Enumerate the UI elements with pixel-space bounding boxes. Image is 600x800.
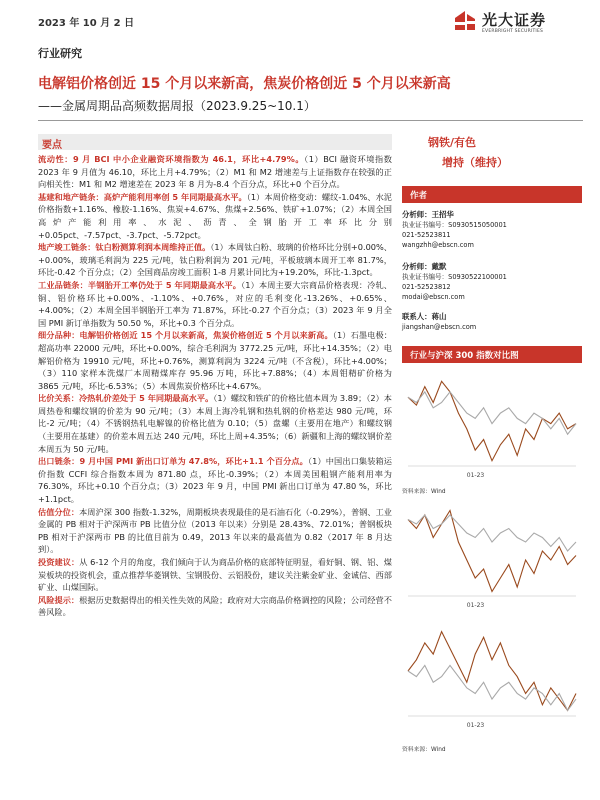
analyst-1-cert: 执业证书编号：S0930515050001 [402, 221, 507, 229]
contact-email[interactable]: jiangshan@ebscn.com [402, 323, 477, 331]
summary-lead: 出口链条：9 月中国 PMI 新出口订单为 47.8%，环比+1.1 个百分点。 [38, 456, 308, 467]
summary-paragraph [38, 455, 392, 505]
summary-body [38, 150, 392, 619]
summary-text: （1）螺纹和铁矿的价格比值本周为 3.89；（2）本周热卷和螺纹钢的价差为 90 元/吨；（3）本周上海冷轧钢和热轧钢的价格差达 980 元/吨，环比-2 元/吨；（4）不锈钢热轧电解镍的价格比值为 0.10；（5）盘螺（主要用在地产）和螺纹钢（主要用在基建）的价差本周五达 240 元/吨，环比上周+4.35%；（6）新疆和上海的螺纹钢价差本周五为 50 元/吨。 [38, 393, 392, 454]
summary-text: 本周沪深 300 指数-1.32%，周期板块表现最佳的是石油石化（-0.29%），普钢、工业金属的 PB 相对于沪深两市 PB 比值分位（2013 年以来）分别是 28.43%、72.01%；普钢板块 PB 相对于沪深两市 PB 的比值目前为 0.49，2013 年以来的最高值为 0.82（2017 年 8 月达到）。 [38, 506, 392, 555]
index-chart-2 [402, 496, 582, 612]
title-divider [38, 120, 583, 121]
summary-lead: 基建和地产链条：高炉产能利用率创 5 年同期最高水平。 [38, 191, 247, 202]
analyst-1-name: 分析师：王招华 [402, 210, 454, 219]
summary-text: （1）本周钛白粉、玻璃的价格环比分别+0.00%、+0.00%，玻璃毛利润为 225 元/吨，钛白粉利润为 201 元/吨，平板玻璃本周开工率 81.7%，环比-0.42 个百分点；（2）全国商品房竣工面积 1-8 月累计同比为+19.20%，环比-1.3pct。 [38, 242, 392, 278]
summary-paragraph [38, 279, 392, 329]
summary-paragraph [38, 506, 392, 556]
summary-lead: 风险提示： [38, 594, 80, 605]
index-chart-3 [402, 616, 582, 732]
chart-3-source: 资料来源：Wind [402, 747, 446, 753]
summary-text: （1）中国出口集装箱运价指数 CCFI 综合指数本周为 871.80 点，环比-0.39%；（2）本周美国粗钢产能利用率为 76.30%，环比+0.10 个百分点；（3）2023 年 9 月，中国 PMI 新出口订单为 47.80 %，环比+1.1pct。 [38, 456, 392, 505]
series-line-0 [408, 511, 576, 592]
summary-text: 从 6-12 个月的角度，我们倾向于认为商品价格的底部特征明显，看好铜、钢、铝、煤炭板块的投资机会，重点推荐华菱钢铁、宝钢股份、云铝股份，建议关注紫金矿业、金诚信、西部矿业、山煤国际。 [38, 557, 392, 593]
brand-name: 光大证券 [482, 11, 547, 29]
summary-text: 根据历史数据得出的相关性失效的风险；政府对大宗商品价格调控的风险；公司经营不善风险。 [38, 594, 392, 618]
series-line-1 [408, 392, 576, 434]
summary-lead: 工业品链条：半钢胎开工率仍处于 5 年同期最高水平。 [38, 279, 242, 290]
summary-paragraph [38, 191, 392, 241]
analyst-1-email[interactable]: wangzhh@ebscn.com [402, 241, 474, 249]
analyst-1-phone: 021-52523811 [402, 231, 451, 239]
summary-text: （1）BCI 融资环境指数 2023 年 9 月值为 46.10，环比上月+4.79%；（2）M1 和 M2 增速差与上证指数存在较强的正向相关性：M1 和 M2 增速差在 2023 年 8 月为-8.4 个百分点，环比+0 个百分点。 [38, 154, 392, 190]
brand-logo [452, 8, 572, 38]
analyst-2-email[interactable]: modai@ebscn.com [402, 293, 465, 301]
summary-paragraph [38, 153, 392, 191]
x-tick-label: 01-23 [466, 722, 485, 729]
series-line-0 [408, 381, 576, 460]
index-chart-2-svg [402, 496, 582, 612]
report-category: 行业研究 [38, 47, 82, 60]
index-chart-3-svg [402, 616, 582, 732]
summary-lead: 投资建议： [38, 557, 80, 567]
analyst-2-cert: 执业证书编号：S0930522100001 [402, 273, 507, 281]
summary-paragraph [38, 556, 392, 594]
summary-paragraph [38, 241, 392, 279]
x-tick-label: 01-23 [466, 472, 485, 479]
summary-text: （1）石墨电极：超高功率 22000 元/吨，环比+0.00%，综合毛利润为 3772.25 元/吨，环比+14.35%；（2）电解铝价格为 19910 元/吨，环比+0.76%，测算利润为 3224 元/吨（不含税），环比+4.00%；（3）110 家样本洗煤厂本周精煤库存 95.96 万吨，环比+7.88%；（4）本周钼精矿价格为 3865 元/吨，环比-6.53%；（5）本周焦炭价格环比+4.67%。 [38, 330, 392, 391]
analyst-2-phone: 021-52523812 [402, 283, 451, 291]
everbright-logo-icon [452, 8, 478, 34]
summary-text: （1）本周价格变动：螺纹-1.04%、水泥价格指数+1.16%、橡胶-1.16%、焦炭+4.67%、焦煤+2.56%、铁矿+1.07%；（2）本周全国高炉产能利用率、水泥、沥青、全钢胎开工率环比分别+0.05pct、-7.57pct、-3.7pct、-5.72pct。 [38, 191, 392, 240]
summary-section [38, 134, 392, 784]
series-line-1 [408, 515, 576, 551]
chart-heading: 行业与沪深 300 指数对比图 [402, 346, 582, 363]
report-date: 2023 年 10 月 2 日 [38, 18, 135, 29]
summary-lead: 地产竣工链条：钛白粉测算利润本周维持正值。 [38, 242, 211, 253]
analyst-2-name: 分析师：戴默 [402, 262, 447, 271]
analyst-1 [402, 210, 582, 250]
rating-block [428, 134, 578, 170]
analyst-2 [402, 262, 582, 302]
chart-1-source: 资料来源：Wind [402, 489, 446, 495]
rating-value: 增持（维持） [442, 156, 508, 169]
summary-lead: 流动性：9 月 BCI 中小企业融资环境指数为 46.1，环比+4.79%。 [38, 154, 305, 164]
rating-sector: 钢铁/有色 [428, 136, 477, 149]
authors-heading: 作者 [402, 186, 582, 203]
summary-heading: 要点 [38, 134, 392, 150]
report-title: 电解铝价格创近 15 个月以来新高，焦炭价格创近 5 个月以来新高 [38, 76, 451, 92]
index-chart-1 [402, 366, 582, 482]
summary-lead: 比价关系：冷热轧价差处于 5 年同期最高水平。 [38, 393, 214, 404]
summary-paragraph [38, 329, 392, 392]
report-subtitle: ——金属周期品高频数据周报（2023.9.25~10.1） [38, 99, 316, 113]
summary-paragraph [38, 392, 392, 455]
summary-lead: 估值分位： [38, 506, 80, 517]
index-chart-1-svg [402, 366, 582, 482]
x-tick-label: 01-23 [466, 602, 485, 609]
summary-text: （1）本周主要大宗商品价格表现：冷轧、铜、铝价格环比+0.00%、-1.10%、+0.76%，对应的毛利变化-13.26%、+0.65%、+4.00%；（2）本周全国半钢胎开工率为 71.87%，环比-0.27 个百分点；（3）2023 年 9 月全国 PMI 新订单指数为 50.50 %，环比+0.3 个百分点。 [38, 279, 392, 328]
contact-name: 联系人：蒋山 [402, 312, 447, 321]
summary-lead: 细分品种：电解铝价格创近 15 个月以来新高，焦炭价格创近 5 个月以来新高。 [38, 330, 333, 341]
contact-person [402, 312, 582, 332]
summary-paragraph [38, 594, 392, 619]
brand-name-en: EVERBRIGHT SECURITIES [482, 29, 544, 34]
